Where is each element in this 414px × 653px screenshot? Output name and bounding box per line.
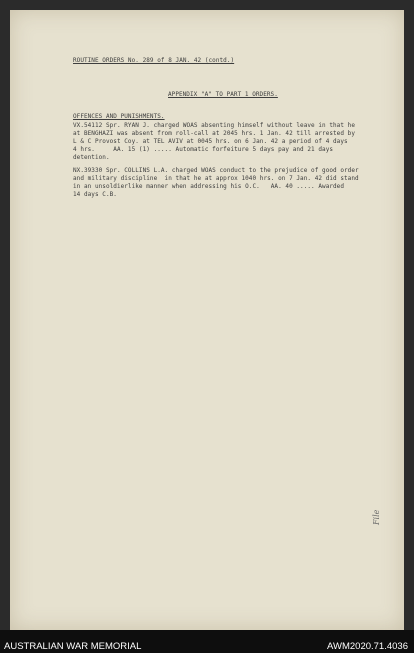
entry-line: detention. (73, 154, 110, 161)
appendix-title: APPENDIX "A" TO PART 1 ORDERS. (168, 91, 278, 98)
routine-orders-header: ROUTINE ORDERS No. 289 of 8 JAN. 42 (contd.) (73, 57, 235, 64)
entry-line: 4 hrs. AA. 15 (1) ..... Automatic forfeiture 5 days pay and 21 days (73, 146, 334, 153)
entry-line: VX.54112 Spr. RYAN J. charged WOAS absenting himself without leave in that he (73, 122, 355, 129)
footer-bar (0, 630, 414, 653)
footer-institution: AUSTRALIAN WAR MEMORIAL (4, 641, 142, 652)
entry-line: NX.39330 Spr. COLLINS L.A. charged WOAS conduct to the prejudice of good order (73, 167, 359, 174)
entry-line: and military discipline in that he at approx 1040 hrs. on 7 Jan. 42 did stand (73, 175, 359, 182)
section-heading: OFFENCES AND PUNISHMENTS. (73, 113, 165, 120)
entry-line: L & C Provost Coy. at TEL AVIV at 0045 hrs. on 6 Jan. 42 a period of 4 days (73, 138, 348, 145)
entry-line: at BENGHAZI was absent from roll-call at 2045 hrs. 1 Jan. 42 till arrested by (73, 130, 355, 137)
footer-accession-number: AWM2020.71.4036 (327, 641, 408, 652)
entry-line: 14 days C.B. (73, 191, 117, 198)
document-page (10, 10, 404, 630)
handwritten-file-mark: File (372, 509, 381, 525)
entry-line: in an unsoldierlike manner when addressing his O.C. AA. 40 ..... Awarded (73, 183, 345, 190)
